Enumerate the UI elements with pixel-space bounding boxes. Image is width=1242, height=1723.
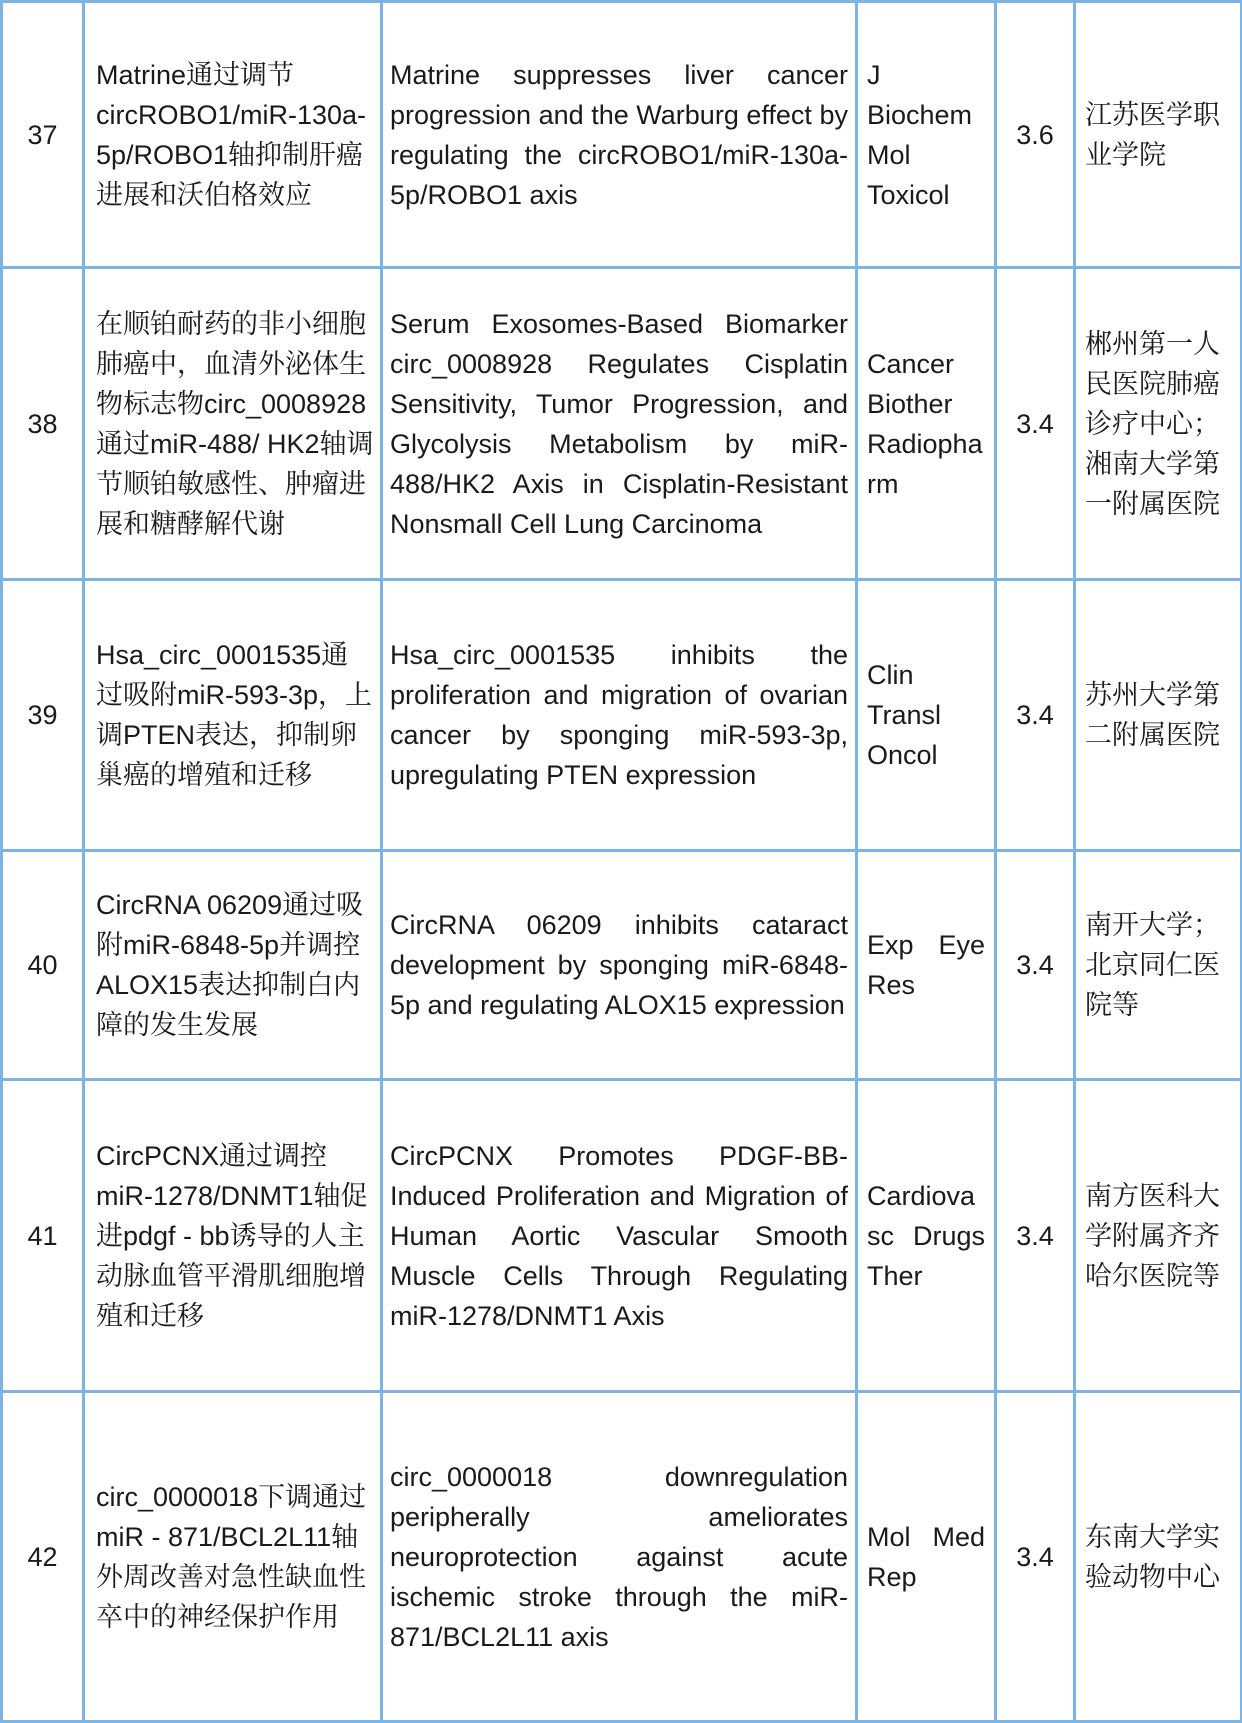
table-row [2, 580, 1242, 851]
title-zh-cell: circ_0000018下调通过miR - 871/BCL2L11轴外周改善对急性缺血性卒中的神经保护作用 [84, 1392, 382, 1722]
institution-cell: 南方医科大学附属齐齐哈尔医院等 [1075, 1080, 1242, 1392]
institution-cell: 江苏医学职业学院 [1075, 2, 1242, 268]
row-number-cell: 42 [2, 1392, 84, 1722]
title-en-cell: circ_0000018 downregulation peripherally ameliorates neuroprotection against acute ischemic stroke through the miR-871/BCL2L11 axis [382, 1392, 857, 1722]
journal-cell: Clin Transl Oncol [857, 580, 996, 851]
impact-factor-cell: 3.4 [996, 580, 1075, 851]
table-row [2, 851, 1242, 1080]
institution-cell: 苏州大学第二附属医院 [1075, 580, 1242, 851]
row-number-cell: 38 [2, 268, 84, 580]
institution-cell: 郴州第一人民医院肺癌诊疗中心；湘南大学第一附属医院 [1075, 268, 1242, 580]
title-zh-cell: Hsa_circ_0001535通过吸附miR-593-3p，上调PTEN表达，抑制卵巢癌的增殖和迁移 [84, 580, 382, 851]
title-en-cell: CircRNA 06209 inhibits cataract development by sponging miR-6848-5p and regulating ALOX15 expression [382, 851, 857, 1080]
table-row [2, 1080, 1242, 1392]
impact-factor-cell: 3.6 [996, 2, 1075, 268]
journal-cell: Exp Eye Res [857, 851, 996, 1080]
title-en-cell: Matrine suppresses liver cancer progression and the Warburg effect by regulating the circROBO1/miR-130a-5p/ROBO1 axis [382, 2, 857, 268]
row-number-cell: 37 [2, 2, 84, 268]
table-row [2, 1392, 1242, 1722]
papers-table-body [2, 2, 1242, 1722]
row-number-cell: 41 [2, 1080, 84, 1392]
title-en-cell: Serum Exosomes-Based Biomarker circ_0008928 Regulates Cisplatin Sensitivity, Tumor Progression, and Glycolysis Metabolism by miR-488/HK2 Axis in Cisplatin-Resistant Nonsmall Cell Lung Carcinoma [382, 268, 857, 580]
title-zh-cell: CircRNA 06209通过吸附miR-6848-5p并调控ALOX15表达抑制白内障的发生发展 [84, 851, 382, 1080]
title-en-cell: Hsa_circ_0001535 inhibits the proliferation and migration of ovarian cancer by sponging miR-593-3p, upregulating PTEN expression [382, 580, 857, 851]
institution-cell: 南开大学；北京同仁医院等 [1075, 851, 1242, 1080]
impact-factor-cell: 3.4 [996, 1080, 1075, 1392]
institution-cell: 东南大学实验动物中心 [1075, 1392, 1242, 1722]
journal-cell: Cancer Biother Radiopharm [857, 268, 996, 580]
row-number-cell: 40 [2, 851, 84, 1080]
impact-factor-cell: 3.4 [996, 268, 1075, 580]
table-row [2, 2, 1242, 268]
impact-factor-cell: 3.4 [996, 1392, 1075, 1722]
journal-cell: Cardiovasc Drugs Ther [857, 1080, 996, 1392]
title-zh-cell: Matrine通过调节circROBO1/miR-130a-5p/ROBO1轴抑制肝癌进展和沃伯格效应 [84, 2, 382, 268]
impact-factor-cell: 3.4 [996, 851, 1075, 1080]
row-number-cell: 39 [2, 580, 84, 851]
title-en-cell: CircPCNX Promotes PDGF-BB-Induced Proliferation and Migration of Human Aortic Vascular Smooth Muscle Cells Through Regulating miR-1278/DNMT1 Axis [382, 1080, 857, 1392]
title-zh-cell: 在顺铂耐药的非小细胞肺癌中，血清外泌体生物标志物circ_0008928通过miR-488/ HK2轴调节顺铂敏感性、肿瘤进展和糖酵解代谢 [84, 268, 382, 580]
title-zh-cell: CircPCNX通过调控miR-1278/DNMT1轴促进pdgf - bb诱导的人主动脉血管平滑肌细胞增殖和迁移 [84, 1080, 382, 1392]
journal-cell: J Biochem Mol Toxicol [857, 2, 996, 268]
table-row [2, 268, 1242, 580]
journal-cell: Mol Med Rep [857, 1392, 996, 1722]
